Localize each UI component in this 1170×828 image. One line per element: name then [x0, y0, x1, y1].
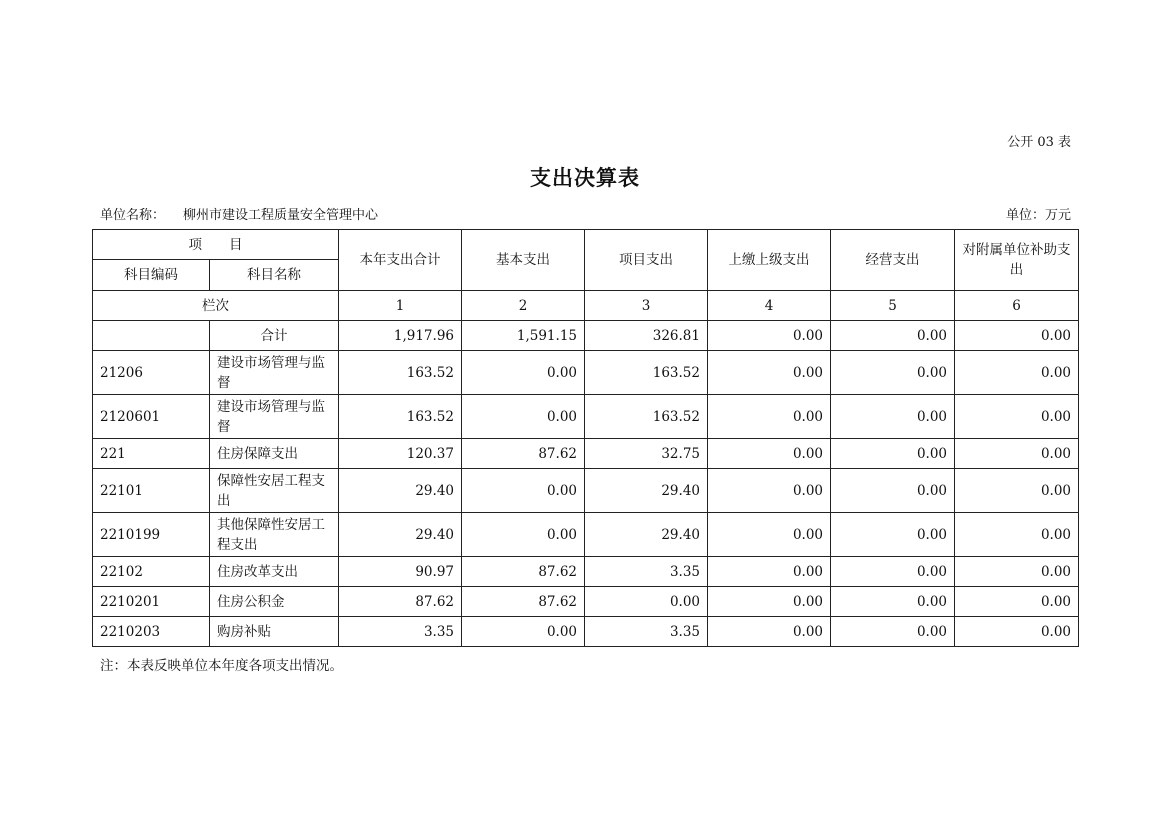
row-code: 22101	[93, 469, 210, 513]
row-value: 0.00	[955, 513, 1079, 557]
row-value: 163.52	[339, 395, 462, 439]
row-code: 2120601	[93, 395, 210, 439]
row-value: 0.00	[708, 395, 831, 439]
column-number: 4	[708, 291, 831, 321]
table-row	[93, 587, 1079, 617]
row-value: 0.00	[462, 469, 585, 513]
row-value: 0.00	[708, 351, 831, 395]
column-number: 6	[955, 291, 1079, 321]
header-col-subsidy: 对附属单位补助支出	[955, 230, 1079, 291]
row-value: 3.35	[585, 557, 708, 587]
row-value: 0.00	[708, 469, 831, 513]
expenditure-table	[92, 229, 1079, 647]
row-value: 0.00	[831, 557, 955, 587]
row-value: 32.75	[585, 439, 708, 469]
unit-name-label: 单位名称：	[100, 208, 166, 223]
row-name: 住房改革支出	[210, 557, 339, 587]
row-value: 1,917.96	[339, 321, 462, 351]
row-value: 0.00	[955, 351, 1079, 395]
row-value: 87.62	[339, 587, 462, 617]
row-value: 0.00	[955, 557, 1079, 587]
header-col-total: 本年支出合计	[339, 230, 462, 291]
row-value: 0.00	[831, 513, 955, 557]
row-value: 29.40	[585, 469, 708, 513]
header-name: 科目名称	[210, 260, 339, 291]
unit-name-block	[100, 204, 378, 223]
row-value: 0.00	[708, 513, 831, 557]
row-value: 0.00	[831, 617, 955, 647]
row-value: 326.81	[585, 321, 708, 351]
row-value: 87.62	[462, 557, 585, 587]
row-code: 2210199	[93, 513, 210, 557]
row-code: 2210203	[93, 617, 210, 647]
row-value: 163.52	[585, 395, 708, 439]
row-value: 0.00	[955, 321, 1079, 351]
table-row	[93, 557, 1079, 587]
row-name: 住房公积金	[210, 587, 339, 617]
column-seq-label: 栏次	[93, 291, 339, 321]
unit-measure-label: 单位：万元	[1005, 208, 1071, 223]
row-value: 29.40	[339, 513, 462, 557]
column-number: 3	[585, 291, 708, 321]
row-value: 0.00	[585, 587, 708, 617]
row-value: 1,591.15	[462, 321, 585, 351]
row-name: 购房补贴	[210, 617, 339, 647]
row-name: 保障性安居工程支出	[210, 469, 339, 513]
column-number: 1	[339, 291, 462, 321]
row-value: 87.62	[462, 587, 585, 617]
row-code: 221	[93, 439, 210, 469]
header-item: 项 目	[93, 230, 339, 260]
header-row-1	[93, 230, 1079, 260]
row-value: 0.00	[708, 617, 831, 647]
row-value: 3.35	[585, 617, 708, 647]
row-code	[93, 321, 210, 351]
row-value: 0.00	[462, 513, 585, 557]
row-value: 29.40	[585, 513, 708, 557]
row-value: 0.00	[462, 351, 585, 395]
row-value: 0.00	[955, 395, 1079, 439]
footnote: 注：本表反映单位本年度各项支出情况。	[100, 658, 343, 674]
row-value: 87.62	[462, 439, 585, 469]
header-code: 科目编码	[93, 260, 210, 291]
row-code: 2210201	[93, 587, 210, 617]
row-name: 建设市场管理与监督	[210, 351, 339, 395]
table-row	[93, 351, 1079, 395]
row-value: 0.00	[955, 439, 1079, 469]
header-col-upper: 上缴上级支出	[708, 230, 831, 291]
row-value: 0.00	[831, 321, 955, 351]
row-value: 0.00	[831, 587, 955, 617]
table-row	[93, 617, 1079, 647]
form-number: 公开 03 表	[1007, 135, 1071, 150]
row-code: 21206	[93, 351, 210, 395]
row-value: 0.00	[708, 587, 831, 617]
table-row	[93, 513, 1079, 557]
column-number: 5	[831, 291, 955, 321]
row-name: 合计	[210, 321, 339, 351]
row-value: 163.52	[585, 351, 708, 395]
row-value: 0.00	[831, 469, 955, 513]
row-value: 0.00	[708, 321, 831, 351]
unit-name-value: 柳州市建设工程质量安全管理中心	[183, 208, 379, 223]
row-value: 0.00	[708, 557, 831, 587]
header-col-basic: 基本支出	[462, 230, 585, 291]
column-number-row	[93, 291, 1079, 321]
row-value: 0.00	[708, 439, 831, 469]
row-code: 22102	[93, 557, 210, 587]
row-value: 0.00	[955, 469, 1079, 513]
row-value: 0.00	[955, 587, 1079, 617]
row-value: 0.00	[462, 395, 585, 439]
total-row	[93, 321, 1079, 351]
row-value: 120.37	[339, 439, 462, 469]
table-row	[93, 395, 1079, 439]
row-value: 0.00	[831, 351, 955, 395]
table-row	[93, 469, 1079, 513]
row-name: 其他保障性安居工程支出	[210, 513, 339, 557]
row-value: 0.00	[831, 439, 955, 469]
column-number: 2	[462, 291, 585, 321]
unit-info-row	[100, 204, 1071, 222]
row-value: 163.52	[339, 351, 462, 395]
header-col-business: 经营支出	[831, 230, 955, 291]
row-value: 3.35	[339, 617, 462, 647]
page-title: 支出决算表	[530, 166, 640, 190]
header-col-project: 项目支出	[585, 230, 708, 291]
table-row	[93, 439, 1079, 469]
row-value: 0.00	[831, 395, 955, 439]
row-value: 0.00	[955, 617, 1079, 647]
row-value: 90.97	[339, 557, 462, 587]
row-name: 住房保障支出	[210, 439, 339, 469]
row-value: 29.40	[339, 469, 462, 513]
row-value: 0.00	[462, 617, 585, 647]
row-name: 建设市场管理与监督	[210, 395, 339, 439]
